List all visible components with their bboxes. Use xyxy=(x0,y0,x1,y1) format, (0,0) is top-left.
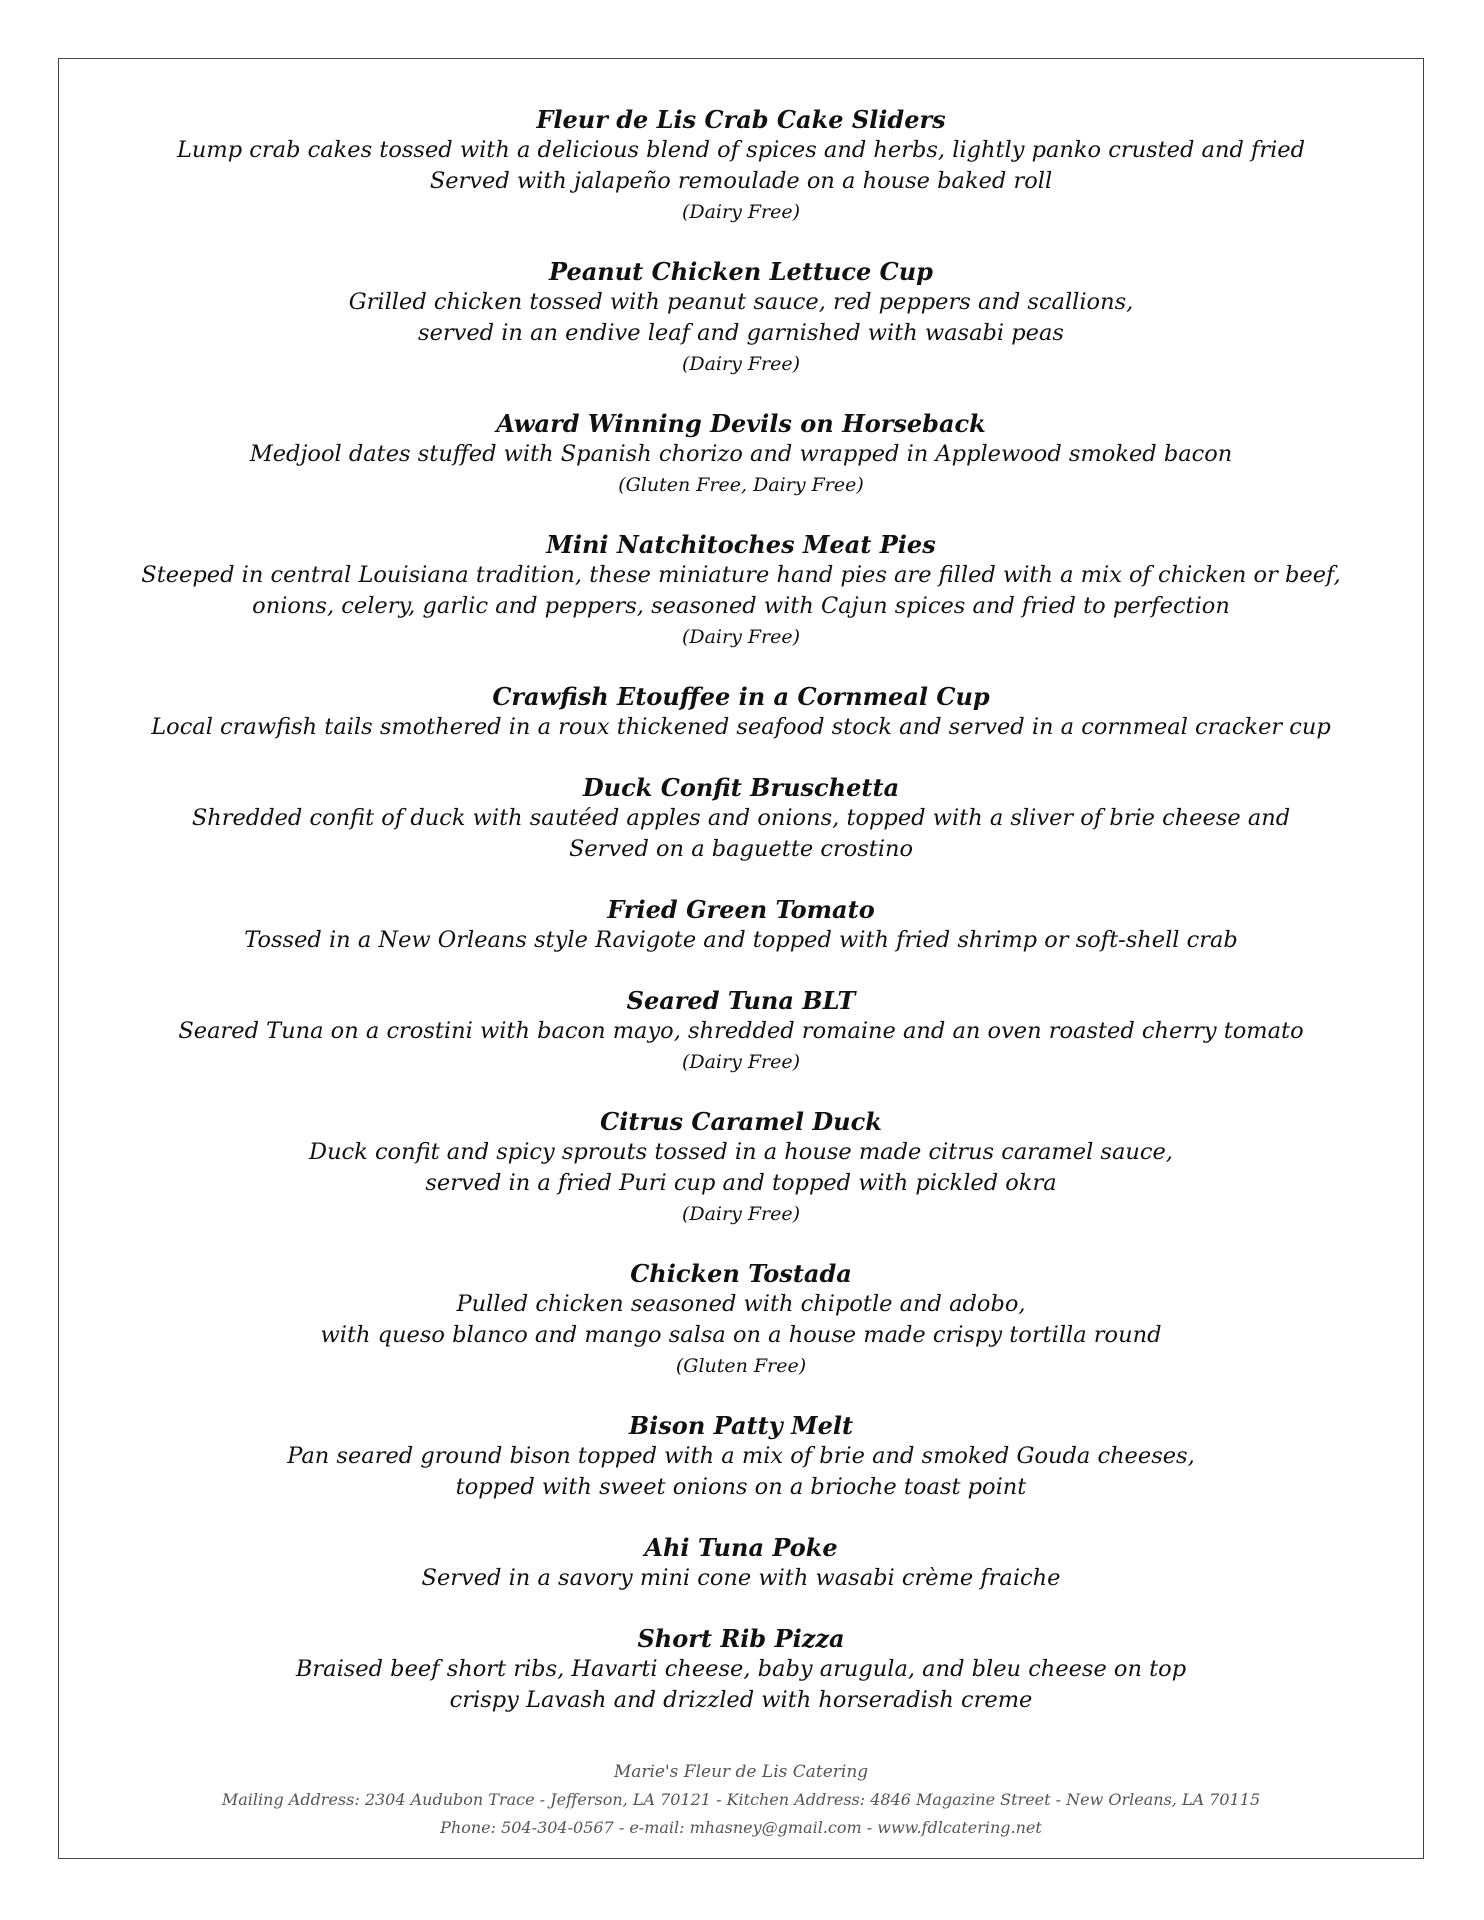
menu-item xyxy=(58,529,1424,652)
menu-item xyxy=(58,1410,1424,1503)
menu-item xyxy=(58,681,1424,743)
menu-item xyxy=(58,1106,1424,1229)
menu-item-name: Seared Tuna BLT xyxy=(626,986,856,1015)
menu-item-description: Duck confit and spicy sprouts tossed in a house made citrus caramel sauce, xyxy=(309,1139,1173,1165)
menu-item-name: Fried Green Tomato xyxy=(607,895,875,924)
menu-item-description: served in a fried Puri cup and topped with pickled okra xyxy=(425,1170,1057,1196)
menu-item-name: Ahi Tuna Poke xyxy=(644,1533,838,1562)
menu-item xyxy=(58,1623,1424,1716)
menu-item-name: Crawfish Etouffee in a Cornmeal Cup xyxy=(492,682,990,711)
menu-item-description: Pan seared ground bison topped with a mix of brie and smoked Gouda cheeses, xyxy=(287,1443,1195,1469)
menu-list xyxy=(58,104,1424,1745)
menu-item-description: Seared Tuna on a crostini with bacon mayo, shredded romaine and an oven roasted cherry tomato xyxy=(178,1018,1304,1044)
menu-item xyxy=(58,772,1424,865)
menu-item-name: Fleur de Lis Crab Cake Sliders xyxy=(536,105,946,134)
menu-item-dietary-note: (Gluten Free, Dairy Free) xyxy=(618,474,864,496)
menu-item-description: Grilled chicken tossed with peanut sauce, red peppers and scallions, xyxy=(348,289,1134,315)
menu-item-description: Local crawfish tails smothered in a roux thickened seafood stock and served in a cornmeal cracker cup xyxy=(151,714,1331,740)
menu-item-name: Mini Natchitoches Meat Pies xyxy=(546,530,936,559)
menu-item xyxy=(58,256,1424,379)
menu-item-name: Bison Patty Melt xyxy=(628,1411,854,1440)
menu-item-description: Shredded confit of duck with sautéed apples and onions, topped with a sliver of brie cheese and xyxy=(191,805,1291,831)
menu-item-dietary-note: (Dairy Free) xyxy=(681,201,801,223)
menu-item-dietary-note: (Dairy Free) xyxy=(681,353,801,375)
menu-item xyxy=(58,894,1424,956)
footer-company-name: Marie's Fleur de Lis Catering xyxy=(613,1762,869,1782)
menu-item-description: Served with jalapeño remoulade on a house baked roll xyxy=(429,168,1053,194)
footer xyxy=(58,1758,1424,1842)
menu-item-dietary-note: (Gluten Free) xyxy=(675,1355,807,1377)
menu-item-description: Steeped in central Louisiana tradition, these miniature hand pies are filled with a mix of chicken or beef, xyxy=(141,562,1341,588)
menu-item-description: crispy Lavash and drizzled with horseradish creme xyxy=(449,1687,1033,1713)
menu-item xyxy=(58,1532,1424,1594)
menu-item xyxy=(58,408,1424,500)
menu-item-description: Served on a baguette crostino xyxy=(568,836,914,862)
menu-item-name: Citrus Caramel Duck xyxy=(600,1107,882,1136)
menu-item-name: Duck Confit Bruschetta xyxy=(582,773,900,802)
menu-item-description: Braised beef short ribs, Havarti cheese, baby arugula, and bleu cheese on top xyxy=(295,1656,1187,1682)
menu-item-description: Lump crab cakes tossed with a delicious blend of spices and herbs, lightly panko crusted and fried xyxy=(176,137,1306,163)
menu-item-description: Medjool dates stuffed with Spanish chorizo and wrapped in Applewood smoked bacon xyxy=(249,441,1233,467)
menu-item-name: Chicken Tostada xyxy=(630,1259,852,1288)
menu-item-description: with queso blanco and mango salsa on a house made crispy tortilla round xyxy=(320,1322,1162,1348)
menu-item-dietary-note: (Dairy Free) xyxy=(681,1051,801,1073)
menu-item-name: Short Rib Pizza xyxy=(637,1624,845,1653)
menu-item-description: topped with sweet onions on a brioche toast point xyxy=(455,1474,1027,1500)
menu-item-dietary-note: (Dairy Free) xyxy=(681,1203,801,1225)
menu-item-description: Tossed in a New Orleans style Ravigote and topped with fried shrimp or soft-shell crab xyxy=(244,927,1238,953)
menu-item-name: Peanut Chicken Lettuce Cup xyxy=(549,257,933,286)
menu-item-dietary-note: (Dairy Free) xyxy=(681,626,801,648)
menu-item xyxy=(58,985,1424,1077)
footer-addresses: Mailing Address: 2304 Audubon Trace - Jefferson, LA 70121 - Kitchen Address: 4846 Magazine Street - New Orleans, LA 70115 xyxy=(221,1790,1261,1809)
menu-item-description: Served in a savory mini cone with wasabi crème fraiche xyxy=(421,1565,1061,1591)
menu-item-name: Award Winning Devils on Horseback xyxy=(496,409,986,438)
menu-item xyxy=(58,1258,1424,1381)
menu-item-description: Pulled chicken seasoned with chipotle and adobo, xyxy=(456,1291,1026,1317)
menu-item xyxy=(58,104,1424,227)
menu-item-description: onions, celery, garlic and peppers, seasoned with Cajun spices and fried to perfection xyxy=(252,593,1230,619)
menu-item-description: served in an endive leaf and garnished with wasabi peas xyxy=(418,320,1064,346)
footer-contact: Phone: 504-304-0567 - e-mail: mhasney@gmail.com - www.fdlcatering.net xyxy=(440,1818,1042,1837)
